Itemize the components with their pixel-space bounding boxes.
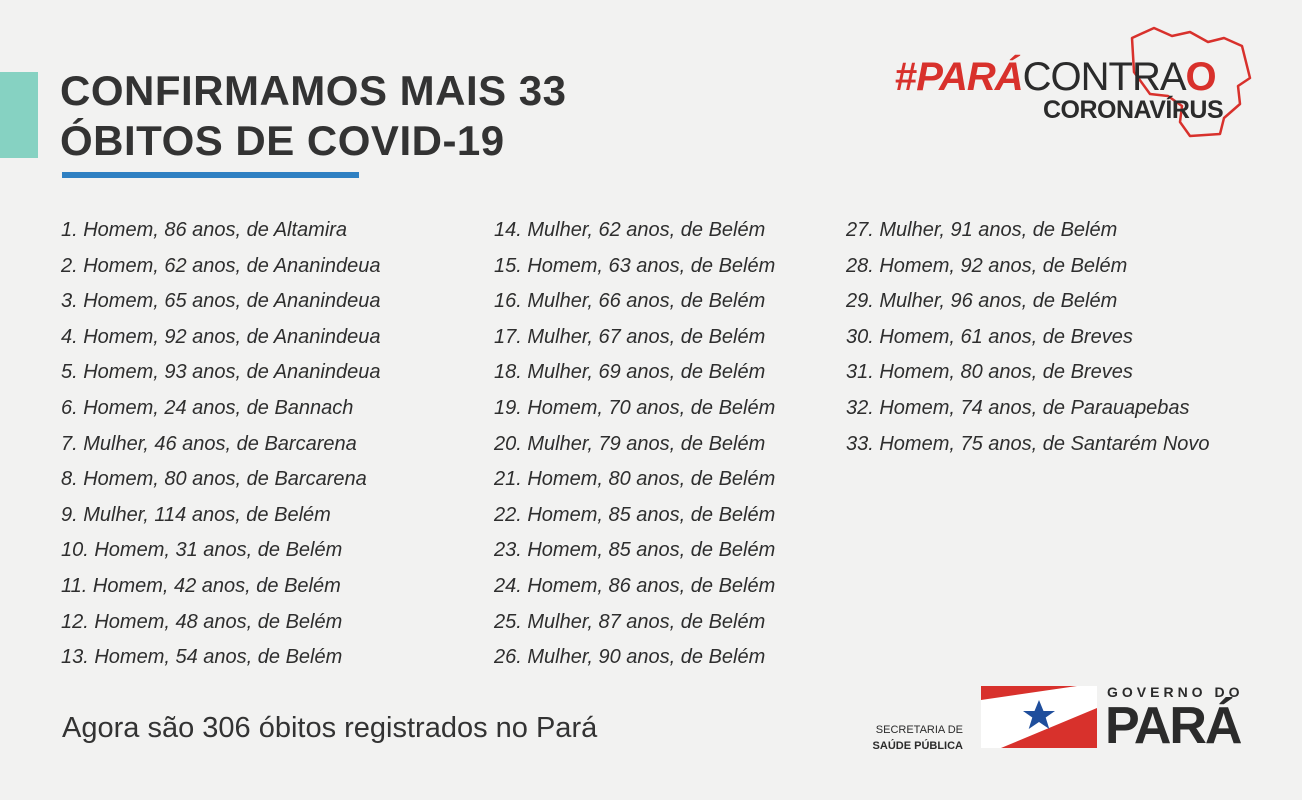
deaths-list-column-1 [61, 213, 380, 676]
secretaria-label [855, 722, 963, 754]
list-item: 2. Homem, 62 anos, de Ananindeua [61, 254, 381, 277]
list-item: 25. Mulher, 87 anos, de Belém [494, 610, 766, 633]
list-item: 24. Homem, 86 anos, de Belém [494, 574, 776, 597]
list-item: 22. Homem, 85 anos, de Belém [494, 503, 776, 526]
list-item: 5. Homem, 93 anos, de Ananindeua [61, 361, 381, 384]
list-item: 11. Homem, 42 anos, de Belém [61, 574, 341, 597]
list-item: 13. Homem, 54 anos, de Belém [61, 646, 343, 669]
list-item: 17. Mulher, 67 anos, de Belém [494, 325, 766, 348]
list-item: 15. Homem, 63 anos, de Belém [494, 254, 776, 277]
list-item: 4. Homem, 92 anos, de Ananindeua [61, 325, 381, 348]
list-item: 21. Homem, 80 anos, de Belém [494, 468, 776, 491]
list-item: 19. Homem, 70 anos, de Belém [494, 396, 776, 419]
list-item: 16. Mulher, 66 anos, de Belém [494, 290, 766, 313]
list-item: 26. Mulher, 90 anos, de Belém [494, 646, 766, 669]
list-item: 18. Mulher, 69 anos, de Belém [494, 361, 766, 384]
list-item: 14. Mulher, 62 anos, de Belém [494, 219, 766, 241]
campaign-logo [895, 22, 1255, 142]
list-item: 30. Homem, 61 anos, de Breves [846, 325, 1133, 348]
list-item: 23. Homem, 85 anos, de Belém [494, 539, 776, 562]
list-item: 12. Homem, 48 anos, de Belém [61, 610, 343, 633]
list-item: 8. Homem, 80 anos, de Barcarena [61, 468, 367, 491]
list-item: 6. Homem, 24 anos, de Bannach [61, 396, 354, 419]
hashtag-contra: CONTRA [1022, 55, 1186, 99]
total-deaths-text: Agora são 306 óbitos registrados no Pará [62, 712, 598, 744]
deaths-list-column-3 [846, 213, 1210, 462]
list-item: 9. Mulher, 114 anos, de Belém [61, 503, 331, 526]
list-item: 3. Homem, 65 anos, de Ananindeua [61, 290, 381, 313]
deaths-list-column-2 [494, 213, 775, 676]
list-item: 10. Homem, 31 anos, de Belém [61, 539, 343, 562]
list-item: 29. Mulher, 96 anos, de Belém [846, 290, 1118, 313]
campaign-hashtag [895, 54, 1216, 100]
hashtag-symbol: # [895, 55, 917, 99]
list-item: 27. Mulher, 91 anos, de Belém [846, 219, 1118, 241]
hashtag-o: O [1185, 55, 1216, 99]
secretaria-line-1: SECRETARIA DE [875, 724, 963, 736]
title-line-2: ÓBITOS DE COVID-19 [60, 117, 505, 164]
list-item: 1. Homem, 86 anos, de Altamira [61, 219, 348, 241]
governo-label: GOVERNO DO [1107, 684, 1244, 700]
title-line-1: CONFIRMAMOS MAIS 33 [60, 67, 567, 114]
government-logo [855, 684, 1255, 764]
list-item: 7. Mulher, 46 anos, de Barcarena [61, 432, 357, 455]
governo-para: PARÁ [1105, 697, 1241, 755]
page-title [60, 66, 567, 166]
para-flag-icon [981, 686, 1097, 748]
list-item: 32. Homem, 74 anos, de Parauapebas [846, 396, 1190, 419]
list-item: 31. Homem, 80 anos, de Breves [846, 361, 1133, 384]
list-item: 20. Mulher, 79 anos, de Belém [494, 432, 766, 455]
title-underline [62, 172, 359, 178]
secretaria-line-2: SAÚDE PÚBLICA [872, 740, 963, 752]
campaign-coronavirus: CORONAVÍRUS [1043, 96, 1224, 124]
hashtag-para: PARÁ [916, 55, 1023, 99]
accent-bar [0, 72, 38, 158]
list-item: 28. Homem, 92 anos, de Belém [846, 254, 1128, 277]
list-item: 33. Homem, 75 anos, de Santarém Novo [846, 432, 1210, 455]
